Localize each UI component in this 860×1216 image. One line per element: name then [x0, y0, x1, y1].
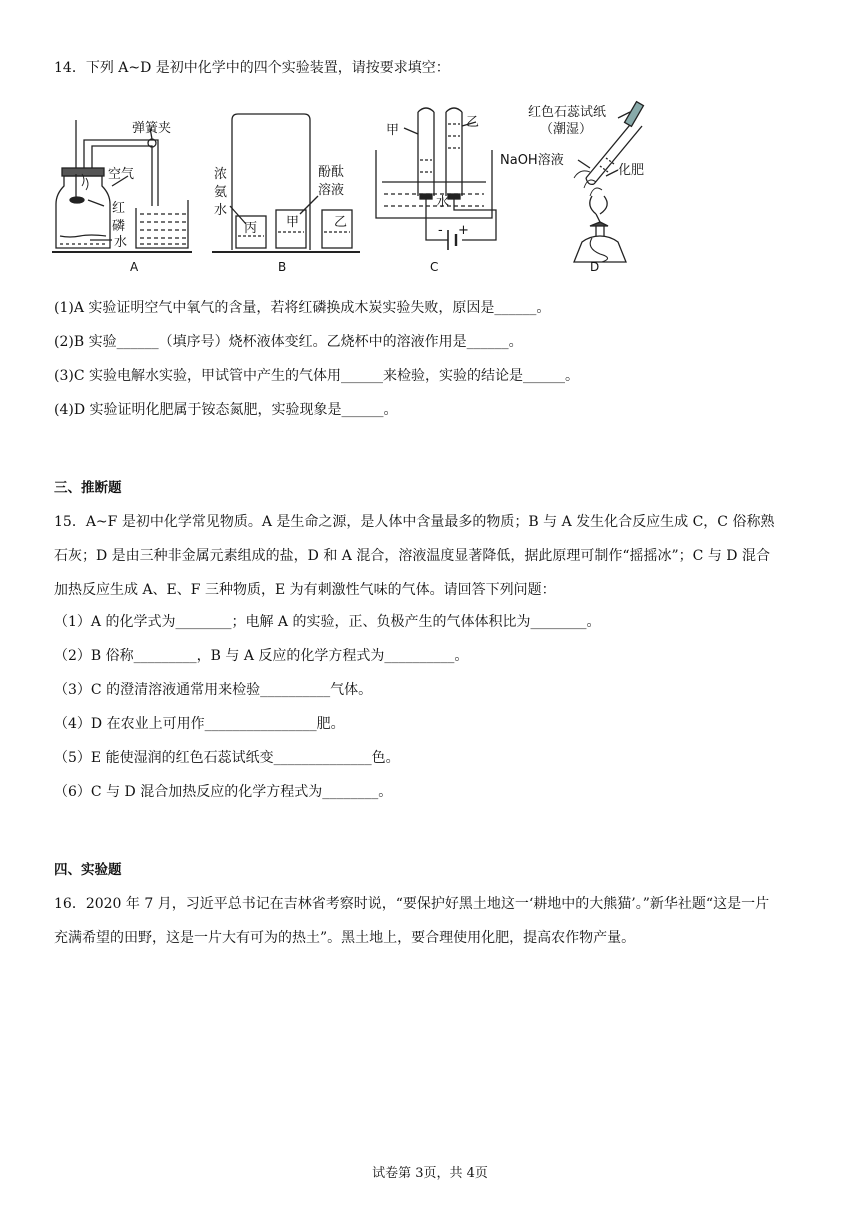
label-beaker-yi: 乙: [334, 215, 348, 230]
q16-stem-line-2: 充满希望的田野，这是一片大有可为的热土”。黑土地上，要合理使用化肥，提高农作物产量。: [54, 930, 636, 946]
q15-item-6: （6）C 与 D 混合加热反应的化学方程式为________。: [54, 784, 393, 800]
label-litmus-paper-1: 红色石蕊试纸: [528, 105, 607, 120]
q15-item-2: （2）B 俗称_________，B 与 A 反应的化学方程式为__________。: [54, 648, 469, 664]
q15-stem-line-3: 加热反应生成 A、E、F 三种物质，E 为有刺激性气味的气体。请回答下列问题：: [54, 582, 556, 598]
label-positive-pole: +: [458, 223, 469, 238]
label-ammonia-1: 浓: [214, 167, 228, 182]
caption-b: B: [278, 260, 287, 274]
label-tube-yi: 乙: [466, 115, 480, 130]
label-red-phosphorus-1: 红: [112, 201, 126, 216]
label-ammonia-2: 氨: [214, 185, 228, 200]
label-red-phosphorus-2: 磷: [112, 219, 126, 234]
caption-c: C: [430, 260, 439, 274]
q15-item-4: （4）D 在农业上可用作________________肥。: [54, 716, 345, 732]
page-footer: 试卷第 3页，共 4页: [372, 1166, 488, 1181]
label-fertilizer: 化肥: [618, 163, 645, 178]
q15-stem-line-1: 15．A~F 是初中化学常见物质。A 是生命之源，是人体中含量最多的物质；B 与 A 发生化合反应生成 C，C 俗称熟: [54, 514, 775, 530]
q15-stem-line-2: 石灰；D 是由三种非金属元素组成的盐，D 和 A 混合，溶液温度显著降低，据此原理可制作“摇摇冰”；C 与 D 混合: [54, 548, 770, 564]
caption-d: D: [590, 260, 600, 274]
label-beaker-jia: 甲: [286, 215, 300, 230]
caption-a: A: [130, 260, 139, 274]
label-negative-pole: -: [438, 223, 443, 238]
q14-figure: [0, 0, 860, 290]
q15-item-3: （3）C 的澄清溶液通常用来检验__________气体。: [54, 682, 373, 698]
label-water-a: 水: [114, 235, 128, 250]
q14-item-4: (4)D 实验证明化肥属于铵态氮肥，实验现象是______。: [54, 402, 398, 418]
q14-item-2: (2)B 实验______（填序号）烧杯液体变红。乙烧杯中的溶液作用是______。: [54, 334, 523, 350]
label-phenolphthalein-1: 酚酞: [318, 165, 345, 180]
label-water-c: 水: [436, 195, 450, 210]
q14-item-3: (3)C 实验电解水实验，甲试管中产生的气体用______来检验，实验的结论是______。: [54, 368, 579, 384]
q15-item-5: （5）E 能使湿润的红色石蕊试纸变______________色。: [54, 750, 400, 766]
label-beaker-bing: 丙: [244, 221, 258, 236]
label-naoh-solution: NaOH溶液: [500, 153, 564, 168]
q14-stem: 14．下列 A~D 是初中化学中的四个实验装置，请按要求填空：: [54, 60, 450, 76]
label-spring-clip: 弹簧夹: [132, 121, 172, 136]
q14-item-1: (1)A 实验证明空气中氧气的含量，若将红磷换成木炭实验失败，原因是______。: [54, 300, 551, 316]
label-phenolphthalein-2: 溶液: [318, 183, 345, 198]
label-air: 空气: [108, 167, 135, 182]
label-tube-jia: 甲: [386, 123, 400, 138]
label-ammonia-3: 水: [214, 203, 228, 218]
label-litmus-paper-2: （潮湿）: [540, 122, 593, 137]
section-4-title: 四、实验题: [54, 862, 122, 878]
q15-item-1: （1）A 的化学式为________；电解 A 的实验，正、负极产生的气体体积比为________。: [54, 614, 601, 630]
q16-stem-line-1: 16．2020 年 7 月，习近平总书记在吉林省考察时说，“要保护好黑土地这一‘耕地中的大熊猫’。”新华社题“这是一片: [54, 896, 770, 912]
section-3-title: 三、推断题: [54, 480, 122, 496]
